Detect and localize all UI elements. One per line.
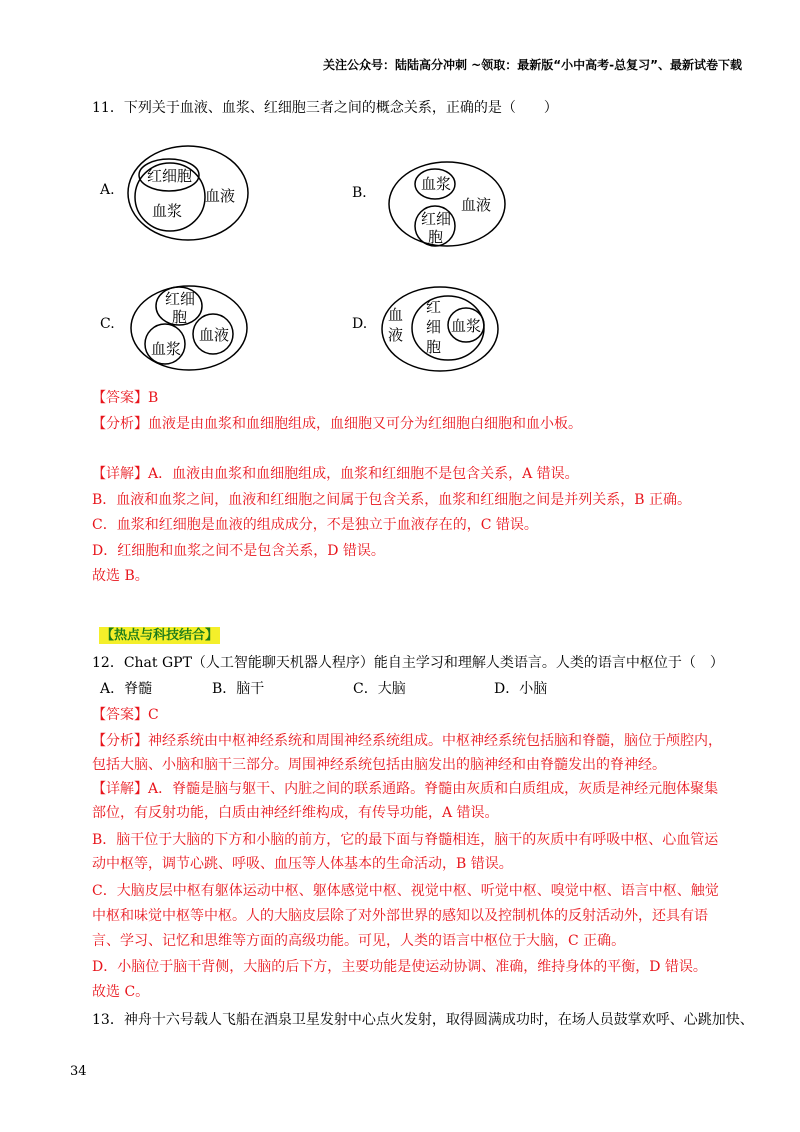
q12-detail-line-9: 故选 C。 xyxy=(92,984,150,1000)
page-number: 34 xyxy=(70,1064,87,1079)
q11-detail-line-3: C．血浆和红细胞是血液的组成成分，不是独立于血液存在的，C 错误。 xyxy=(92,517,538,533)
detail-tag: 【详解】 xyxy=(92,466,148,482)
q11-detail-line-1: 【详解】A．血液由血浆和血细胞组成，血浆和红细胞不是包含关系，A 错误。 xyxy=(92,466,579,482)
diagram-c-text-rbc1: 红细 xyxy=(165,290,196,308)
q11-option-c-diagram xyxy=(127,282,252,374)
q13-stem: 13．神舟十六号载人飞船在酒泉卫星发射中心点火发射，取得圆满成功时，在场人员鼓掌欢呼、心跳加快、 xyxy=(92,1012,754,1028)
q11-option-d-label: D. xyxy=(352,316,368,332)
diagram-d-text-rbc3: 胞 xyxy=(426,338,442,356)
q12-detail-line-3: B．脑干位于大脑的下方和小脑的前方，它的最下面与脊髓相连，脑干的灰质中有呼吸中枢、心血管运 xyxy=(92,832,719,848)
q12-option-a: A．脊髓 xyxy=(100,681,153,697)
q11-option-a-label: A. xyxy=(100,182,115,198)
answer-tag: 【答案】 xyxy=(92,707,148,723)
answer-value: C xyxy=(148,707,159,723)
diagram-c-text-rbc2: 胞 xyxy=(172,308,188,326)
diagram-b-text-plasma: 血浆 xyxy=(421,175,452,193)
q12-option-d: D．小脑 xyxy=(494,681,548,697)
diagram-b-text-rbc1: 红细 xyxy=(421,210,452,228)
diagram-a-text-rbc: 红细胞 xyxy=(147,167,193,185)
q11-option-a-diagram xyxy=(125,143,255,243)
q11-detail-line-5: 故选 B。 xyxy=(92,568,149,584)
q12-detail-line-1: 【详解】A．脊髓是脑与躯干、内脏之间的联系通路。脊髓由灰质和白质组成，灰质是神经元胞体聚集 xyxy=(92,781,719,797)
q11-option-c-label: C. xyxy=(100,316,115,332)
q11-detail-line-4: D．红细胞和血浆之间不是包含关系，D 错误。 xyxy=(92,543,385,559)
q12-answer xyxy=(92,705,159,725)
q12-detail-line-4: 动中枢等，调节心跳、呼吸、血压等人体基本的生命活动，B 错误。 xyxy=(92,856,513,872)
q11-answer xyxy=(92,388,158,408)
q12-detail-line-2: 部位，有反射功能，白质由神经纤维构成，有传导功能，A 错误。 xyxy=(92,805,499,821)
diagram-d-text-blood1: 血 xyxy=(388,306,404,324)
q12-option-b: B．脑干 xyxy=(212,681,265,697)
analysis-text: 血液是由血浆和血细胞组成，血细胞又可分为红细胞白细胞和血小板。 xyxy=(148,416,582,432)
q12-analysis-line-1: 【分析】神经系统由中枢神经系统和周围神经系统组成。中枢神经系统包括脑和脊髓，脑位于颅腔内， xyxy=(92,733,722,749)
q11-stem: 11．下列关于血液、血浆、红细胞三者之间的概念关系，正确的是（ ） xyxy=(92,100,558,116)
page-header: 关注公众号：陆陆高分冲刺 ~领取：最新版“小中高考-总复习”、最新试卷下载 xyxy=(323,58,742,72)
diagram-d-text-rbc1: 红 xyxy=(426,298,442,316)
q11-option-b-diagram xyxy=(385,158,510,250)
diagram-c-text-blood: 血液 xyxy=(199,326,230,344)
diagram-d-text-rbc2: 细 xyxy=(426,318,442,336)
diagram-d-text-plasma: 血浆 xyxy=(451,317,482,335)
q11-analysis xyxy=(92,414,582,434)
q11-option-d-diagram xyxy=(378,284,503,374)
q11-option-b-label: B． xyxy=(352,185,377,201)
q12-detail-line-6: 中枢和味觉中枢等中枢。人的大脑皮层除了对外部世界的感知以及控制机体的反射活动外，还具有语 xyxy=(92,908,708,924)
q12-detail-line-7: 言、学习、记忆和思维等方面的高级功能。可见，人类的语言中枢位于大脑，C 正确。 xyxy=(92,933,626,949)
q11-detail-line-2: B．血液和血浆之间，血液和红细胞之间属于包含关系，血浆和红细胞之间是并列关系，B 正确。 xyxy=(92,492,692,508)
diagram-b-text-blood: 血液 xyxy=(461,196,492,214)
q12-detail-line-8: D．小脑位于脑干背侧，大脑的后下方，主要功能是使运动协调、准确，维持身体的平衡，D 错误。 xyxy=(92,959,707,975)
diagram-a-text-blood: 血液 xyxy=(205,187,236,205)
q12-stem: 12．Chat GPT（人工智能聊天机器人程序）能自主学习和理解人类语言。人类的语言中枢位于（ ） xyxy=(92,655,724,671)
diagram-a-text-plasma: 血浆 xyxy=(152,202,183,220)
q12-option-c: C．大脑 xyxy=(353,681,406,697)
section-tag: 【热点与科技结合】 xyxy=(101,628,219,643)
q12-detail-line-5: C．大脑皮层中枢有躯体运动中枢、躯体感觉中枢、视觉中枢、听觉中枢、嗅觉中枢、语言中枢、触觉 xyxy=(92,883,719,899)
diagram-d-text-blood2: 液 xyxy=(388,326,404,344)
diagram-b-text-rbc2: 胞 xyxy=(428,228,444,246)
q12-analysis-line-2: 包括大脑、小脑和脑干三部分。周围神经系统包括由脑发出的脑神经和由脊髓发出的脊神经。 xyxy=(92,757,666,773)
diagram-c-text-plasma: 血浆 xyxy=(151,340,182,358)
answer-value: B xyxy=(148,390,159,406)
detail-tag: 【详解】 xyxy=(92,781,148,797)
analysis-tag: 【分析】 xyxy=(92,733,148,749)
analysis-tag: 【分析】 xyxy=(92,416,148,432)
answer-tag: 【答案】 xyxy=(92,390,148,406)
